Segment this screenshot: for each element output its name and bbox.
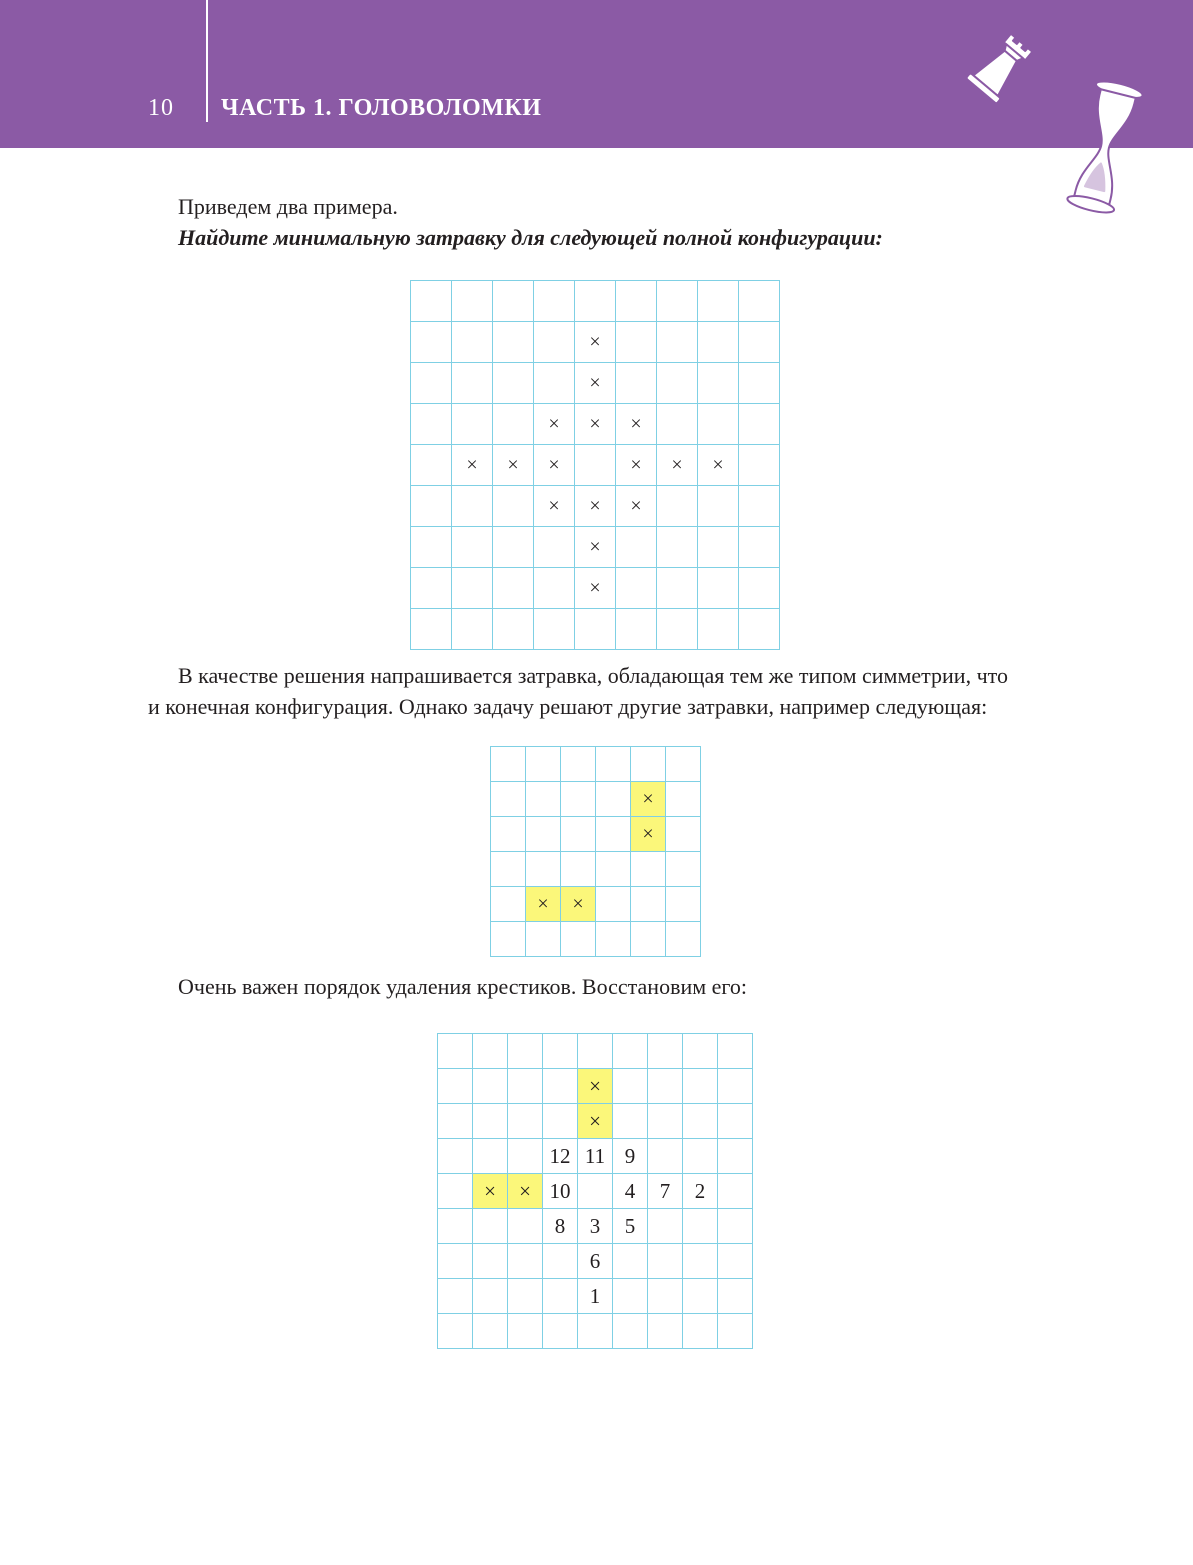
grid-cell [508,1279,543,1314]
grid-row [491,852,701,887]
grid-cell [452,281,493,322]
grid-cell [561,782,596,817]
grid-cell [631,747,666,782]
grid-row [411,281,780,322]
hourglass-icon [1050,72,1160,222]
grid-cell [543,1034,578,1069]
grid-cell [491,782,526,817]
grid-cell [534,363,575,404]
grid-cell [718,1069,753,1104]
grid-cell [631,887,666,922]
grid-cell [613,1279,648,1314]
grid-cell [411,609,452,650]
grid-cell [739,445,780,486]
seed-grid [490,746,701,957]
grid-cell [666,782,701,817]
grid-cell: × [575,527,616,568]
grid-cell [657,527,698,568]
grid-cell [698,363,739,404]
grid-cell [648,1279,683,1314]
grid-cell [491,747,526,782]
grid-cell: 7 [648,1174,683,1209]
grid-cell [561,922,596,957]
grid-cell [683,1104,718,1139]
grid-cell [613,1244,648,1279]
grid-row [438,1314,753,1349]
grid-row [438,1209,753,1244]
grid-cell [508,1034,543,1069]
grid-cell: 1 [578,1279,613,1314]
grid-cell [473,1244,508,1279]
chess-rook-icon [958,20,1048,110]
grid-cell: × [575,568,616,609]
grid-cell [657,281,698,322]
grid-cell [493,527,534,568]
grid-cell [411,568,452,609]
grid-cell [473,1279,508,1314]
order-text: Очень важен порядок удаления крестиков. Восстановим его: [178,974,748,999]
grid-cell [657,486,698,527]
grid-row [411,445,780,486]
grid-cell: × [575,486,616,527]
grid-cell: × [526,887,561,922]
grid-cell [718,1314,753,1349]
grid-cell [718,1174,753,1209]
grid-cell [438,1034,473,1069]
grid-cell [657,404,698,445]
grid-cell [411,445,452,486]
grid-cell [616,281,657,322]
grid-cell [739,486,780,527]
grid-cell [561,852,596,887]
grid-row [438,1279,753,1314]
grid-cell [561,817,596,852]
grid-cell [739,363,780,404]
grid-cell: 2 [683,1174,718,1209]
grid-row [438,1104,753,1139]
grid-cell: × [534,445,575,486]
grid-cell [543,1314,578,1349]
grid-cell: × [508,1174,543,1209]
grid-cell: × [616,404,657,445]
grid-cell [616,363,657,404]
grid-row [411,404,780,445]
grid-cell [491,852,526,887]
grid-cell [683,1314,718,1349]
grid-cell [718,1139,753,1174]
grid-cell [508,1244,543,1279]
grid-cell: × [575,363,616,404]
grid-cell [666,817,701,852]
grid-row [411,486,780,527]
grid-cell [508,1069,543,1104]
grid-cell [438,1279,473,1314]
grid-cell [452,404,493,445]
grid-row [438,1069,753,1104]
grid-cell [666,887,701,922]
grid-cell [616,609,657,650]
grid-row [438,1034,753,1069]
header-divider [206,0,208,122]
grid-cell [575,609,616,650]
grid-cell [657,609,698,650]
grid-cell [526,747,561,782]
grid-cell [543,1069,578,1104]
solution-text-line-1: В качестве решения напрашивается затравка, обладающая тем же типом симметрии, что [178,663,1008,688]
grid-cell [411,363,452,404]
grid-cell [452,363,493,404]
grid-cell [596,922,631,957]
grid-cell [666,922,701,957]
grid-row [411,568,780,609]
grid-cell: × [657,445,698,486]
grid-cell [438,1069,473,1104]
grid-cell: 3 [578,1209,613,1244]
grid-cell [493,281,534,322]
grid-cell [493,363,534,404]
grid-cell [616,527,657,568]
grid-cell [683,1139,718,1174]
removal-order-grid [437,1033,753,1349]
grid-cell [613,1314,648,1349]
grid-cell [543,1244,578,1279]
grid-cell: 6 [578,1244,613,1279]
grid-cell [493,568,534,609]
grid-cell [683,1034,718,1069]
grid-cell [683,1209,718,1244]
grid-cell: 9 [613,1139,648,1174]
grid-cell: × [698,445,739,486]
grid-cell [452,568,493,609]
grid-cell [698,322,739,363]
grid-cell [473,1034,508,1069]
grid-cell [543,1104,578,1139]
grid-row [438,1139,753,1174]
grid-cell [648,1069,683,1104]
grid-cell [613,1104,648,1139]
grid-cell [739,404,780,445]
grid-cell [491,887,526,922]
grid-cell [648,1139,683,1174]
grid-row [491,782,701,817]
grid-cell [493,486,534,527]
grid-row [491,747,701,782]
grid-cell [438,1174,473,1209]
grid-cell [561,747,596,782]
grid-cell [596,782,631,817]
grid-cell: × [575,404,616,445]
grid-cell: × [578,1069,613,1104]
grid-cell [452,527,493,568]
grid-cell [596,747,631,782]
grid-cell [508,1104,543,1139]
grid-row [411,527,780,568]
grid-cell [698,568,739,609]
grid-cell [438,1104,473,1139]
grid-cell [534,281,575,322]
grid-cell: 11 [578,1139,613,1174]
grid-cell [648,1209,683,1244]
grid-cell [493,322,534,363]
grid-cell [438,1314,473,1349]
grid-cell [739,568,780,609]
grid-cell: × [631,782,666,817]
grid-cell: × [616,445,657,486]
grid-cell: 10 [543,1174,578,1209]
grid-row [411,609,780,650]
grid-cell [596,852,631,887]
grid-cell [698,609,739,650]
grid-cell [493,609,534,650]
chapter-title: ЧАСТЬ 1. ГОЛОВОЛОМКИ [221,95,542,121]
grid-row [411,363,780,404]
grid-cell [534,322,575,363]
grid-cell [438,1209,473,1244]
grid-cell [411,322,452,363]
grid-cell [648,1244,683,1279]
grid-cell [698,527,739,568]
grid-cell [698,486,739,527]
grid-row [411,322,780,363]
grid-cell [575,281,616,322]
grid-cell: 4 [613,1174,648,1209]
grid-cell: × [578,1104,613,1139]
grid-row [438,1244,753,1279]
grid-cell [657,568,698,609]
grid-cell [631,922,666,957]
grid-cell [596,887,631,922]
grid-cell: 12 [543,1139,578,1174]
grid-cell [657,363,698,404]
grid-cell [526,852,561,887]
grid-cell [683,1279,718,1314]
grid-cell [613,1034,648,1069]
grid-cell: × [616,486,657,527]
grid-cell [508,1314,543,1349]
grid-cell [578,1034,613,1069]
grid-cell [411,404,452,445]
grid-cell [491,817,526,852]
grid-cell [526,817,561,852]
grid-cell: 5 [613,1209,648,1244]
grid-cell [648,1104,683,1139]
grid-cell [491,922,526,957]
full-configuration-grid [410,280,780,650]
grid-cell: × [452,445,493,486]
grid-cell [438,1139,473,1174]
grid-cell [473,1209,508,1244]
grid-cell [543,1279,578,1314]
grid-row [491,887,701,922]
solution-text-line-2: и конечная конфигурация. Однако задачу решают другие затравки, например следующая: [148,694,988,719]
grid-cell [657,322,698,363]
grid-cell: × [534,404,575,445]
grid-cell [411,281,452,322]
grid-row [491,817,701,852]
grid-cell [616,322,657,363]
grid-cell [718,1209,753,1244]
grid-cell: × [631,817,666,852]
grid-cell [648,1034,683,1069]
task-text: Найдите минимальную затравку для следующей полной конфигурации: [178,225,883,250]
grid-cell [508,1209,543,1244]
grid-cell [526,782,561,817]
grid-cell [575,445,616,486]
grid-cell: × [473,1174,508,1209]
grid-cell [596,817,631,852]
intro-text: Приведем два примера. [178,194,398,219]
grid-cell [718,1279,753,1314]
grid-cell [698,281,739,322]
grid-cell: × [575,322,616,363]
grid-cell [683,1069,718,1104]
grid-cell [698,404,739,445]
grid-cell [452,486,493,527]
page-number: 10 [148,95,174,121]
grid-cell [616,568,657,609]
grid-cell [508,1139,543,1174]
grid-cell [739,281,780,322]
grid-cell [452,609,493,650]
grid-cell [452,322,493,363]
grid-cell [411,527,452,568]
grid-cell [526,922,561,957]
grid-cell [578,1314,613,1349]
grid-cell: × [561,887,596,922]
grid-cell [493,404,534,445]
grid-cell: × [534,486,575,527]
grid-cell [739,609,780,650]
grid-cell [631,852,666,887]
grid-cell [739,527,780,568]
grid-cell [534,527,575,568]
grid-cell [473,1314,508,1349]
grid-cell [534,568,575,609]
grid-cell [578,1174,613,1209]
grid-cell [411,486,452,527]
grid-cell [739,322,780,363]
grid-row [491,922,701,957]
grid-cell [666,852,701,887]
grid-cell [438,1244,473,1279]
grid-cell [718,1034,753,1069]
grid-cell [718,1244,753,1279]
grid-cell [648,1314,683,1349]
grid-cell [473,1139,508,1174]
grid-cell [613,1069,648,1104]
grid-cell: 8 [543,1209,578,1244]
grid-cell [683,1244,718,1279]
grid-cell [534,609,575,650]
grid-cell: × [493,445,534,486]
grid-cell [666,747,701,782]
grid-cell [473,1069,508,1104]
grid-cell [718,1104,753,1139]
grid-cell [473,1104,508,1139]
grid-row [438,1174,753,1209]
